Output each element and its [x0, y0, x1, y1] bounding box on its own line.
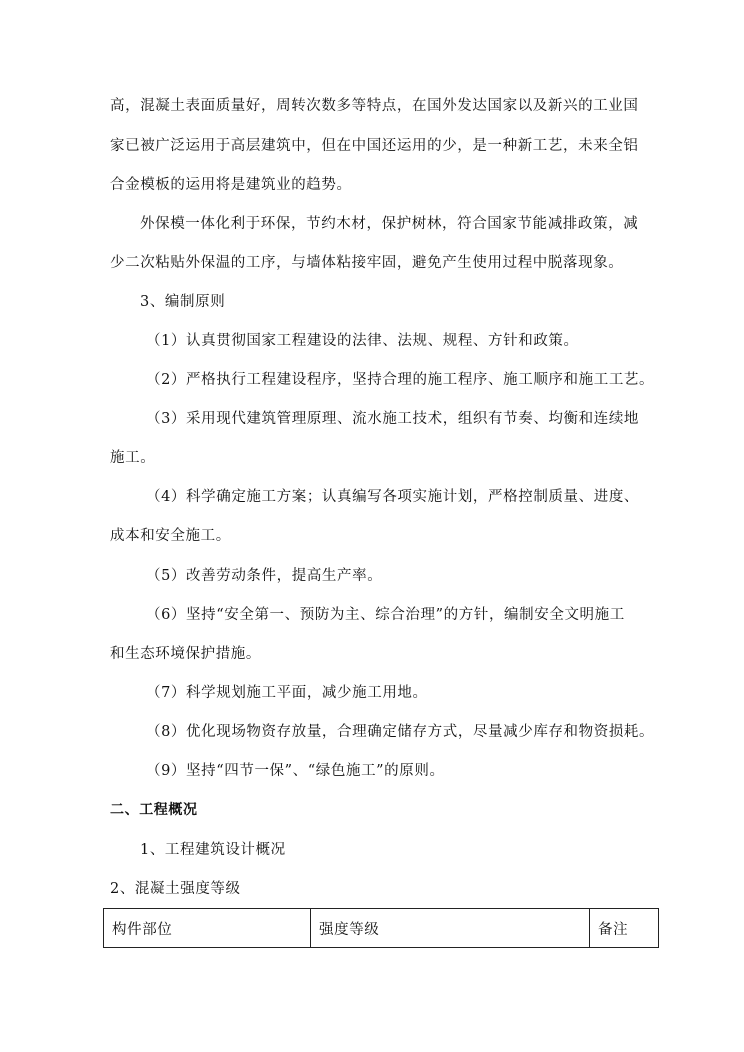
paragraph-line: 少二次粘贴外保温的工序，与墙体粘接牢固，避免产生使用过程中脱落现象。: [110, 255, 624, 271]
subsection-title: 1、工程建筑设计概况: [140, 842, 286, 858]
subsection-title: 2、混凝土强度等级: [110, 881, 241, 897]
concrete-strength-table: [103, 908, 659, 948]
table-header-cell: 备注: [590, 909, 659, 948]
principle-item: （7）科学规划施工平面，减少施工用地。: [146, 685, 428, 701]
principle-item: （3）采用现代建筑管理原理、流水施工技术，组织有节奏、均衡和连续地: [146, 411, 640, 427]
principle-item: （5）改善劳动条件，提高生产率。: [146, 568, 383, 584]
principle-item: （9）坚持“四节一保”、“绿色施工”的原则。: [146, 763, 445, 779]
paragraph-line: 高，混凝土表面质量好，周转次数多等特点，在国外发达国家以及新兴的工业国: [110, 98, 639, 114]
paragraph-line: 外保模一体化利于环保，节约木材，保护树林，符合国家节能减排政策，减: [140, 216, 639, 232]
section-heading: 二、工程概况: [110, 802, 198, 818]
paragraph-line: 合金模板的运用将是建筑业的趋势。: [110, 177, 352, 193]
table-header-row: [104, 909, 659, 948]
principle-item-continuation: 和生态环境保护措施。: [110, 646, 261, 662]
principle-item: （4）科学确定施工方案；认真编写各项实施计划，严格控制质量、进度、: [146, 489, 640, 505]
paragraph-line: 家已被广泛运用于高层建筑中，但在中国还运用的少，是一种新工艺，未来全铝: [110, 138, 639, 154]
principle-item: （8）优化现场物资存放量，合理确定储存方式，尽量减少库存和物资损耗。: [146, 724, 655, 740]
table-header-cell: 强度等级: [311, 909, 590, 948]
section-title: 3、编制原则: [140, 294, 226, 310]
principle-item: （1）认真贯彻国家工程建设的法律、法规、规程、方针和政策。: [146, 333, 579, 349]
table-header-cell: 构件部位: [104, 909, 311, 948]
principle-item-continuation: 施工。: [110, 450, 156, 466]
principle-item: （2）严格执行工程建设程序，坚持合理的施工程序、施工顺序和施工工艺。: [146, 372, 655, 388]
principle-item-continuation: 成本和安全施工。: [110, 528, 231, 544]
principle-item: （6）坚持“安全第一、预防为主、综合治理”的方针，编制安全文明施工: [146, 607, 625, 623]
